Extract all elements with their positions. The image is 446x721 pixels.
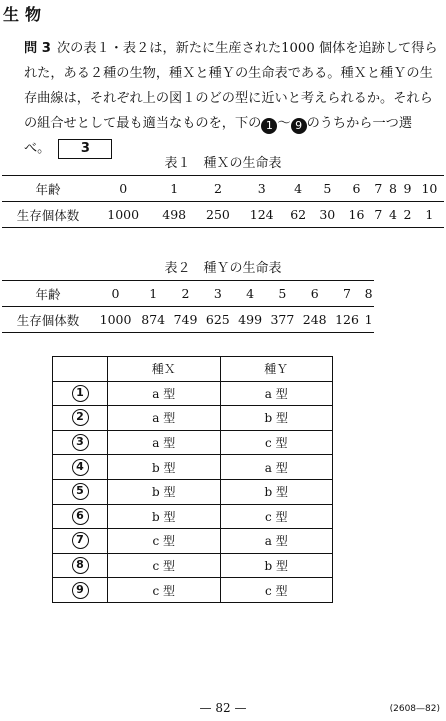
choice-y-type: a 型	[220, 529, 333, 554]
choice-y-type: b 型	[220, 553, 333, 578]
choice-y-type: c 型	[220, 430, 333, 455]
life-table-species-y	[2, 280, 374, 333]
survivor-cell: 749	[169, 307, 201, 333]
choices-header-species-x: 種Ｘ	[108, 357, 221, 382]
age-cell: 0	[94, 281, 137, 307]
survivor-row	[2, 307, 374, 333]
survivor-cell: 2	[400, 202, 415, 228]
survivor-cell: 1	[363, 307, 374, 333]
page-code: (2608—82)	[389, 704, 440, 714]
age-cell: 3	[202, 281, 234, 307]
survivor-cell: 16	[342, 202, 371, 228]
age-cell: 6	[342, 176, 371, 202]
choices-header-species-y: 種Ｙ	[220, 357, 333, 382]
choice-row	[53, 553, 333, 578]
choice-x-type: c 型	[108, 529, 221, 554]
choice-x-type: c 型	[108, 578, 221, 603]
survivor-cell: 1000	[94, 202, 152, 228]
choice-x-type: a 型	[108, 381, 221, 406]
choice-number-cell	[53, 430, 108, 455]
survivor-cell: 4	[386, 202, 401, 228]
question-body: 次の表１・表２は，新たに生産された1000 個体を追跡して得られた，ある２種の生物，種Ｘと種Ｙの生命表である。種Ｘと種Ｙの生存曲線は，それぞれ上の図１のどの型に近いと考えられるか。それらの組合せとして最も適当なものを，下の	[24, 41, 438, 131]
choice-number-1: 1	[72, 385, 89, 402]
age-row	[2, 176, 444, 202]
choice-number-8: 8	[72, 557, 89, 574]
survivor-cell: 62	[284, 202, 313, 228]
row-header-age: 年齢	[2, 281, 94, 307]
choice-row	[53, 430, 333, 455]
age-cell: 5	[313, 176, 342, 202]
age-cell: 1	[137, 281, 169, 307]
age-cell: 0	[94, 176, 152, 202]
age-row	[2, 281, 374, 307]
answer-choices-table	[52, 356, 333, 603]
choice-last-marker: 9	[291, 118, 307, 134]
choice-number-cell	[53, 381, 108, 406]
choice-number-3: 3	[72, 434, 89, 451]
choice-number-cell	[53, 406, 108, 431]
age-cell: 2	[169, 281, 201, 307]
choice-x-type: b 型	[108, 479, 221, 504]
choice-y-type: a 型	[220, 455, 333, 480]
choice-number-cell	[53, 553, 108, 578]
choice-number-7: 7	[72, 532, 89, 549]
survivor-cell: 248	[299, 307, 331, 333]
survivor-cell: 1	[415, 202, 444, 228]
age-cell: 1	[152, 176, 196, 202]
row-header-age: 年齢	[2, 176, 94, 202]
choice-row	[53, 529, 333, 554]
range-separator: ～	[277, 116, 291, 131]
section-title: 生物	[3, 5, 48, 24]
choice-number-5: 5	[72, 483, 89, 500]
choice-row	[53, 455, 333, 480]
choice-row	[53, 479, 333, 504]
survivor-cell: 124	[240, 202, 284, 228]
survivor-cell: 1000	[94, 307, 137, 333]
age-cell: 2	[196, 176, 240, 202]
age-cell: 4	[234, 281, 266, 307]
choice-number-cell	[53, 479, 108, 504]
choice-first-marker: 1	[261, 118, 277, 134]
age-cell: 8	[386, 176, 401, 202]
choice-row	[53, 406, 333, 431]
survivor-cell: 377	[266, 307, 298, 333]
choice-number-2: 2	[72, 409, 89, 426]
choice-y-type: c 型	[220, 504, 333, 529]
survivor-cell: 7	[371, 202, 386, 228]
survivor-cell: 874	[137, 307, 169, 333]
table-2-caption: 表２ 種Ｙの生命表	[164, 261, 282, 276]
page-number: — 82 —	[199, 701, 247, 715]
choice-number-cell	[53, 455, 108, 480]
question-label: 問 3	[24, 41, 51, 56]
choice-x-type: a 型	[108, 406, 221, 431]
question-text	[24, 36, 438, 161]
age-cell: 7	[331, 281, 363, 307]
life-table-species-x	[2, 175, 444, 228]
choice-y-type: c 型	[220, 578, 333, 603]
choice-x-type: c 型	[108, 553, 221, 578]
choice-y-type: b 型	[220, 479, 333, 504]
question-ending: のうちから一つ選べ。	[24, 116, 413, 156]
choice-number-4: 4	[72, 459, 89, 476]
choices-header-row	[53, 357, 333, 382]
choice-number-cell	[53, 504, 108, 529]
age-cell: 5	[266, 281, 298, 307]
choice-x-type: a 型	[108, 430, 221, 455]
table-1-caption: 表１ 種Ｘの生命表	[164, 156, 282, 171]
survivor-cell: 30	[313, 202, 342, 228]
survivor-cell: 499	[234, 307, 266, 333]
survivor-cell: 126	[331, 307, 363, 333]
choice-row	[53, 504, 333, 529]
age-cell: 3	[240, 176, 284, 202]
choice-y-type: b 型	[220, 406, 333, 431]
age-cell: 7	[371, 176, 386, 202]
choice-number-9: 9	[72, 582, 89, 599]
row-header-survivors: 生存個体数	[2, 202, 94, 228]
age-cell: 9	[400, 176, 415, 202]
survivor-cell: 498	[152, 202, 196, 228]
choice-x-type: b 型	[108, 504, 221, 529]
choices-header-blank	[53, 357, 108, 382]
choice-number-6: 6	[72, 508, 89, 525]
age-cell: 4	[284, 176, 313, 202]
survivor-row	[2, 202, 444, 228]
choice-y-type: a 型	[220, 381, 333, 406]
choice-number-cell	[53, 578, 108, 603]
survivor-cell: 625	[202, 307, 234, 333]
age-cell: 8	[363, 281, 374, 307]
answer-box: 3	[58, 139, 112, 159]
age-cell: 6	[299, 281, 331, 307]
choice-row	[53, 578, 333, 603]
row-header-survivors: 生存個体数	[2, 307, 94, 333]
choice-number-cell	[53, 529, 108, 554]
age-cell: 10	[415, 176, 444, 202]
choice-row	[53, 381, 333, 406]
survivor-cell: 250	[196, 202, 240, 228]
choice-x-type: b 型	[108, 455, 221, 480]
